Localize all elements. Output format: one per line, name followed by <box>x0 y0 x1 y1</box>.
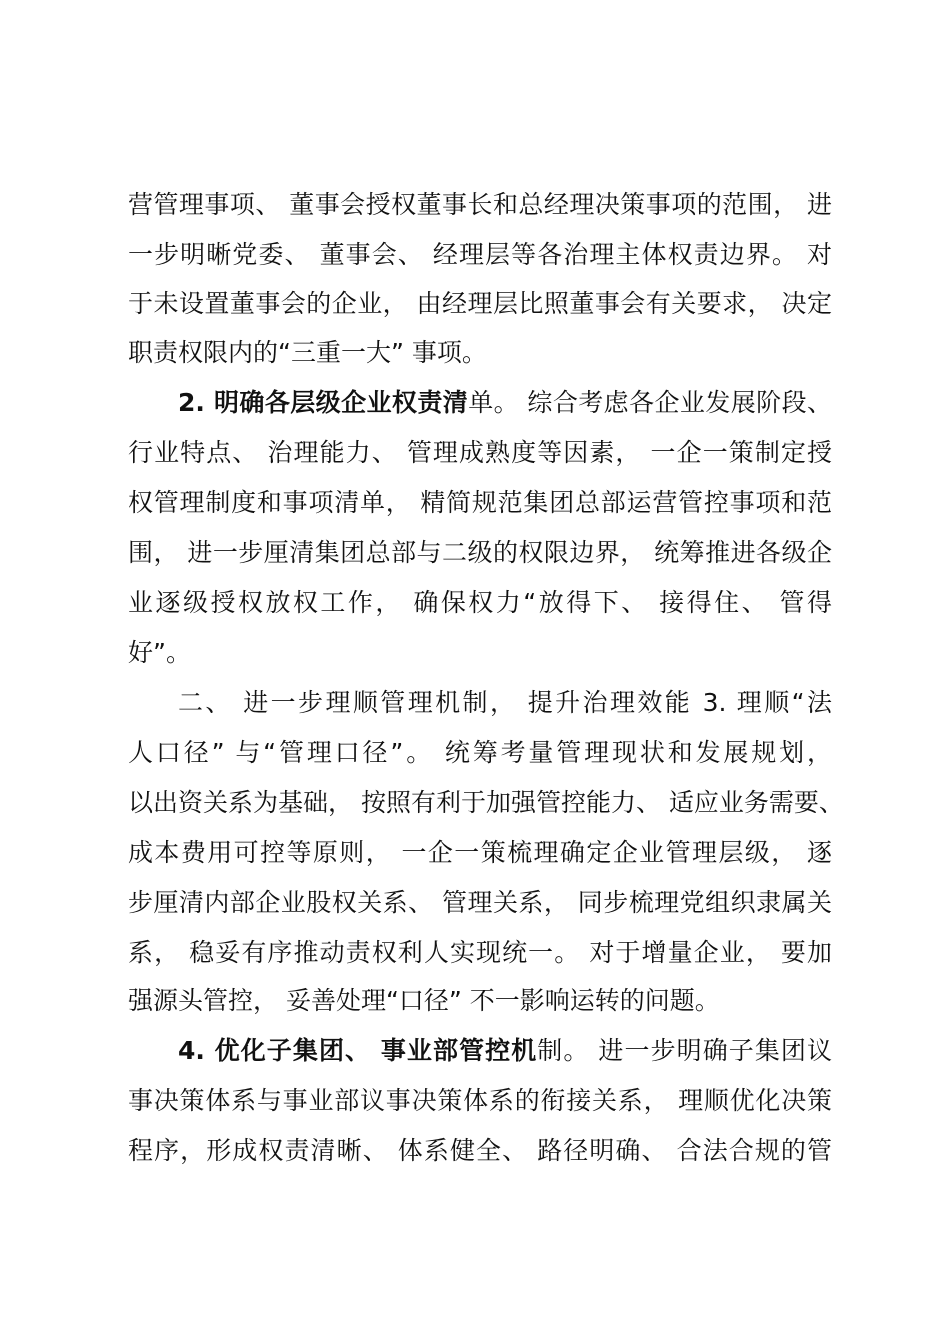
text-line: 于未设置董事会的企业， 由经理层比照董事会有关要求， 决定 <box>128 289 832 318</box>
text-line: 营管理事项、 董事会授权董事长和总经理决策事项的范围， 进 <box>128 190 832 219</box>
text-line: 强源头管控， 妥善处理“口径” 不一影响运转的问题。 <box>128 986 720 1015</box>
text-line: 好”。 <box>128 638 191 667</box>
text-line: 人口径” 与“管理口径”。 统筹考量管理现状和发展规划， <box>128 738 832 767</box>
section-heading-line <box>178 1034 832 1068</box>
text-line: 行业特点、 治理能力、 管理成熟度等因素， 一企一策制定授 <box>128 438 832 467</box>
text-line: 一步明晰党委、 董事会、 经理层等各治理主体权责边界。 对 <box>128 240 832 269</box>
text-line: 以出资关系为基础， 按照有利于加强管控能力、 适应业务需要、 <box>128 788 844 817</box>
text-line: 二、 进一步理顺管理机制， 提升治理效能 3. 理顺“法 <box>178 688 832 717</box>
text-line: 系， 稳妥有序推动责权利人实现统一。 对于增量企业， 要加 <box>128 938 832 967</box>
text-span: 制。 进一步明确子集团议 <box>537 1036 832 1065</box>
text-line: 成本费用可控等原则， 一企一策梳理确定企业管理层级， 逐 <box>128 838 832 867</box>
text-line: 职责权限内的“三重一大” 事项。 <box>128 338 487 367</box>
section-heading-line <box>178 386 832 420</box>
text-line: 程序，形成权责清晰、 体系健全、 路径明确、 合法合规的管 <box>128 1136 832 1165</box>
text-line: 事决策体系与事业部议事决策体系的衔接关系， 理顺优化决策 <box>128 1086 832 1115</box>
text-line: 步厘清内部企业股权关系、 管理关系， 同步梳理党组织隶属关 <box>128 888 832 917</box>
text-span: 单。 综合考虑各企业发展阶段、 <box>468 388 832 417</box>
section-heading: 4. 优化子集团、 事业部管控机 <box>178 1036 538 1065</box>
section-heading: 2. 明确各层级企业权责清 <box>178 388 469 417</box>
text-line: 权管理制度和事项清单， 精简规范集团总部运营管控事项和范 <box>128 488 832 517</box>
text-line: 业逐级授权放权工作， 确保权力“放得下、 接得住、 管得 <box>128 588 832 617</box>
text-line: 围， 进一步厘清集团总部与二级的权限边界， 统筹推进各级企 <box>128 538 832 567</box>
